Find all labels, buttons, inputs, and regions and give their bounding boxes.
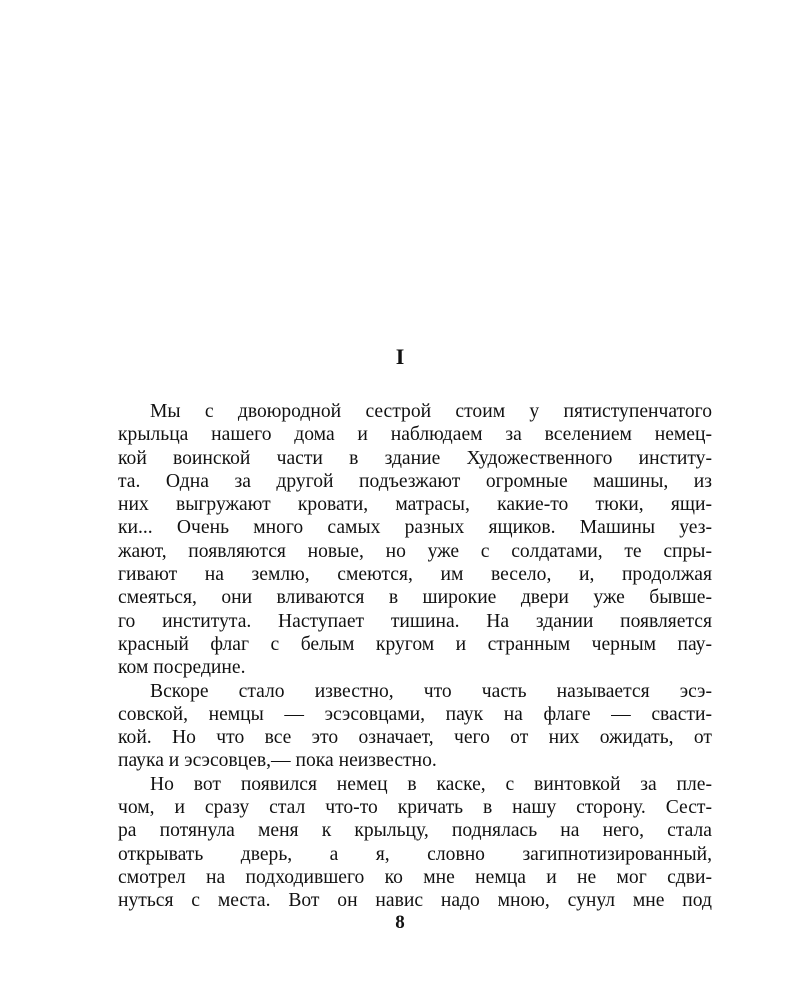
paragraph-2 [118,680,712,773]
text-line: смотрел на подходившего ко мне немца и не мог сдви- [118,866,712,888]
text-line: гивают на землю, смеются, им весело, и, продолжая [118,564,712,586]
text-line: крыльца нашего дома и наблюдаем за вселением немец- [118,424,712,446]
text-line: та. Одна за другой подъезжают огромные машины, из [118,470,712,492]
text-line: совской, немцы — эсэсовцами, паук на флаге — свасти- [118,703,712,725]
text-line: ком посредине. [118,657,246,679]
text-line: Но вот появился немец в каске, с винтовкой за пле- [150,773,712,795]
text-line: красный флаг с белым кругом и странным черным пау- [118,633,712,655]
text-line: смеяться, они вливаются в широкие двери уже бывше- [118,587,712,609]
text-line: жают, появляются новые, но уже с солдатами, те спры- [118,540,712,562]
text-line: Вскоре стало известно, что часть называется эсэ- [150,680,712,702]
text-line: го института. Наступает тишина. На здании появляется [118,610,712,632]
text-line: кой. Но что все это означает, чего от них ожидать, от [118,727,712,749]
text-line: чом, и сразу стал что-то кричать в нашу сторону. Сест- [118,797,712,819]
text-line: открывать дверь, а я, словно загипнотизированный, [118,843,712,865]
text-line: кой воинской части в здание Художественного институ- [118,447,712,469]
text-line: нуться с места. Вот он навис надо мною, сунул мне под [118,890,712,912]
paragraph-1 [118,400,712,680]
page-number: 8 [395,912,405,933]
text-line: них выгружают кровати, матрасы, какие-то тюки, ящи- [118,494,712,516]
paragraph-3 [118,773,712,913]
body-text [118,400,712,913]
text-line: ра потянула меня к крыльцу, поднялась на него, стала [118,820,712,842]
chapter-heading: I [395,344,405,369]
text-line: ки... Очень много самых разных ящиков. Машины уез- [118,517,712,539]
text-line: паука и эсэсовцев,— пока неизвестно. [118,750,437,772]
text-line: Мы с двоюродной сестрой стоим у пятиступенчатого [150,401,712,422]
